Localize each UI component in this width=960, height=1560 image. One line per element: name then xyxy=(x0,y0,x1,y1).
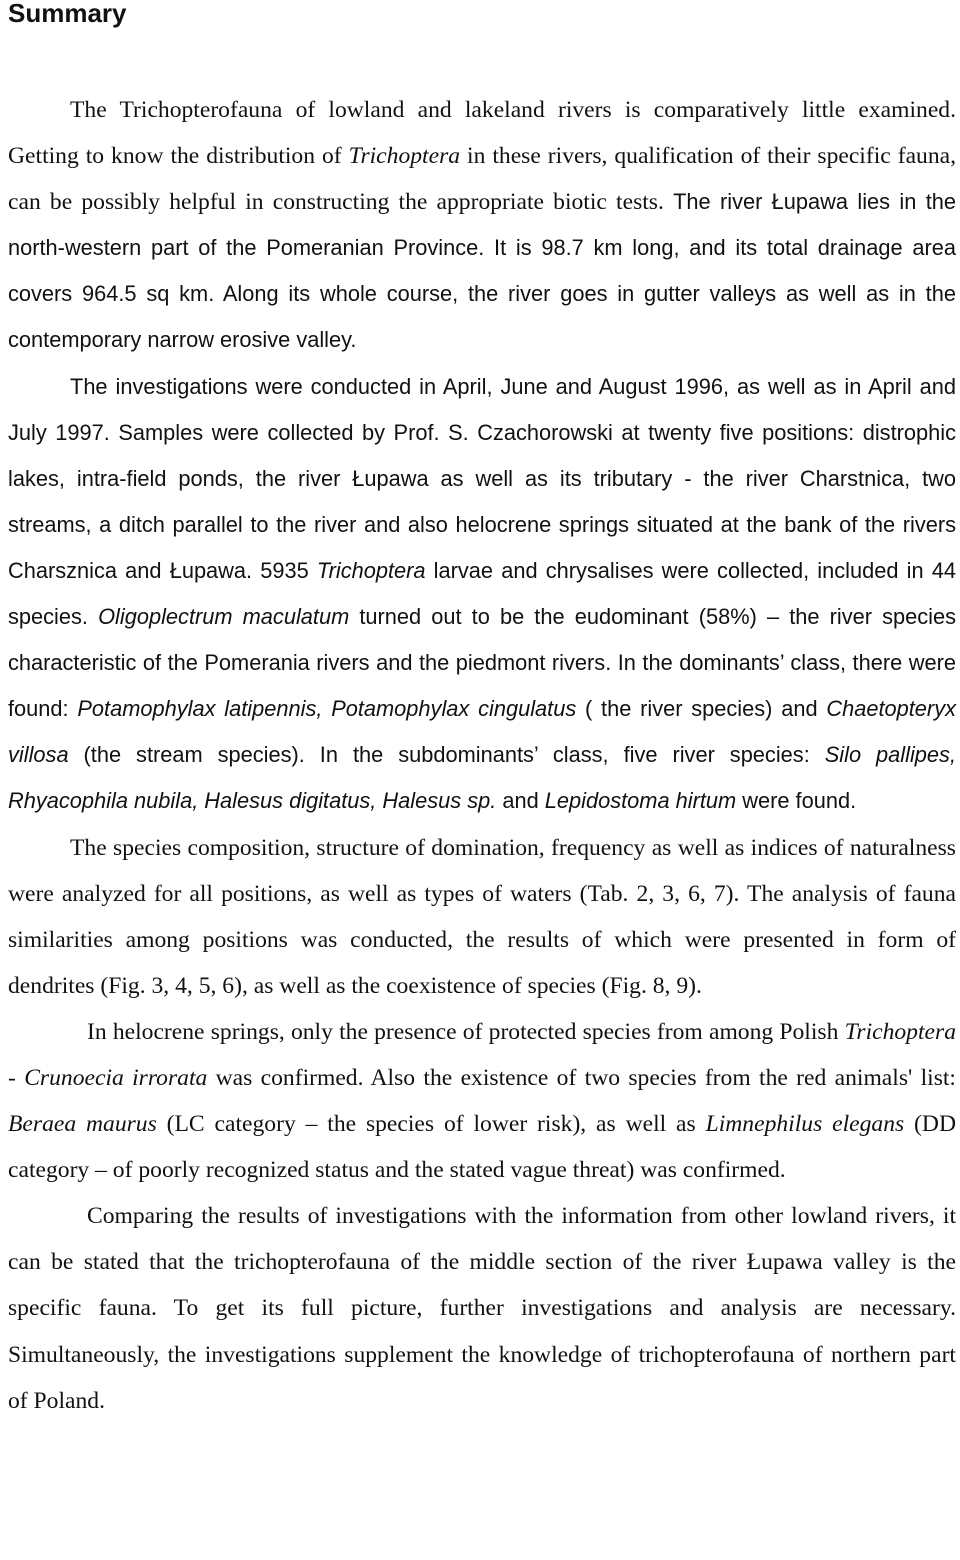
text-segment: and xyxy=(496,788,545,814)
species-name: Trichoptera xyxy=(348,143,461,170)
text-segment: The Trichopterofauna of lowland and lakeland rivers is comparatively little examined. Getting to know the distribution of xyxy=(8,97,956,170)
paragraph-protected-species xyxy=(8,1009,956,1193)
text-segment: (LC category – the species of lower risk), as well as xyxy=(156,1111,706,1138)
species-name: Trichoptera xyxy=(844,1018,956,1045)
species-name: Trichoptera xyxy=(316,557,426,583)
text-segment: turned out to be the eudominant (58%) – the river species characteristic of the Pomerania rivers and the piedmont rivers. In the dominants’ class, there were found: xyxy=(8,604,956,722)
text-segment-river-description: The river Łupawa lies in the north-western part of the Pomeranian Province. It is 98.7 km long, and its total drainage area covers 964.5 sq km. Along its whole course, the river goes in gutter valleys as well as in the contemporary narrow erosive valley. xyxy=(8,189,957,353)
species-name: Oligoplectrum maculatum xyxy=(98,604,350,630)
paragraph-conclusion xyxy=(8,1193,956,1423)
text-segment: (the stream species). In the subdominants’ class, five river species: xyxy=(68,742,825,768)
text-segment: Comparing the results of investigations with the information from other lowland rivers, it can be stated that the trichopterofauna of the middle section of the river Łupawa valley is the specific fauna. To get its full picture, further investigations and analysis are necessary. Simultaneously, the investigations supplement the knowledge of trichopterofauna of northern part of Poland. xyxy=(8,1203,956,1414)
species-name: Silo pallipes, Rhyacophila nubila, Halesus digitatus, Halesus sp. xyxy=(8,742,956,814)
text-segment: was confirmed. Also the existence of two species from the red animals' list: xyxy=(207,1064,956,1091)
text-segment: were found. xyxy=(736,788,857,814)
paragraph-investigations xyxy=(8,364,956,825)
text-segment: The investigations were conducted in April, June and August 1996, as well as in April and July 1997. Samples were collected by Prof. S. Czachorowski at twenty five positions: distrophic lakes, intra-field ponds, the river Łupawa as well as its tributary - the river Charstnica, two streams, a ditch parallel to the river and also helocrene springs situated at the bank of the rivers Charsznica and Łupawa. 5935 xyxy=(8,373,956,583)
text-segment: ( the river species) and xyxy=(576,696,827,722)
species-name: Lepidostoma hirtum xyxy=(544,788,737,814)
species-name: Limnephilus elegans xyxy=(705,1111,905,1138)
species-name: Chaetopteryx villosa xyxy=(8,696,956,768)
text-segment: in these rivers, qualification of their specific fauna, can be possibly helpful in constructing the appropriate biotic tests. xyxy=(8,143,957,216)
summary-body xyxy=(8,87,956,1424)
paragraph-analysis xyxy=(8,825,956,1009)
text-segment: The species composition, structure of domination, frequency as well as indices of naturalness were analyzed for all positions, as well as types of waters (Tab. 2, 3, 6, 7). The analysis of fauna similarities among positions was conducted, the results of which were presented in form of dendrites (Fig. 3, 4, 5, 6), as well as the coexistence of species (Fig. 8, 9). xyxy=(8,834,956,999)
page-title: Summary xyxy=(8,0,127,28)
species-name: Potamophylax latipennis, Potamophylax cingulatus xyxy=(77,696,577,722)
text-segment: larvae and chrysalises were collected, included in 44 species. xyxy=(8,557,956,630)
paragraph-intro xyxy=(8,87,956,364)
text-segment: (DD category – of poorly recognized status and the stated vague threat) was confirmed. xyxy=(8,1111,956,1184)
species-name: Beraea maurus xyxy=(8,1111,157,1138)
text-segment: In helocrene springs, only the presence of protected species from among Polish xyxy=(87,1018,845,1045)
species-name: Crunoecia irrorata xyxy=(24,1064,208,1091)
text-segment: - xyxy=(8,1064,25,1091)
